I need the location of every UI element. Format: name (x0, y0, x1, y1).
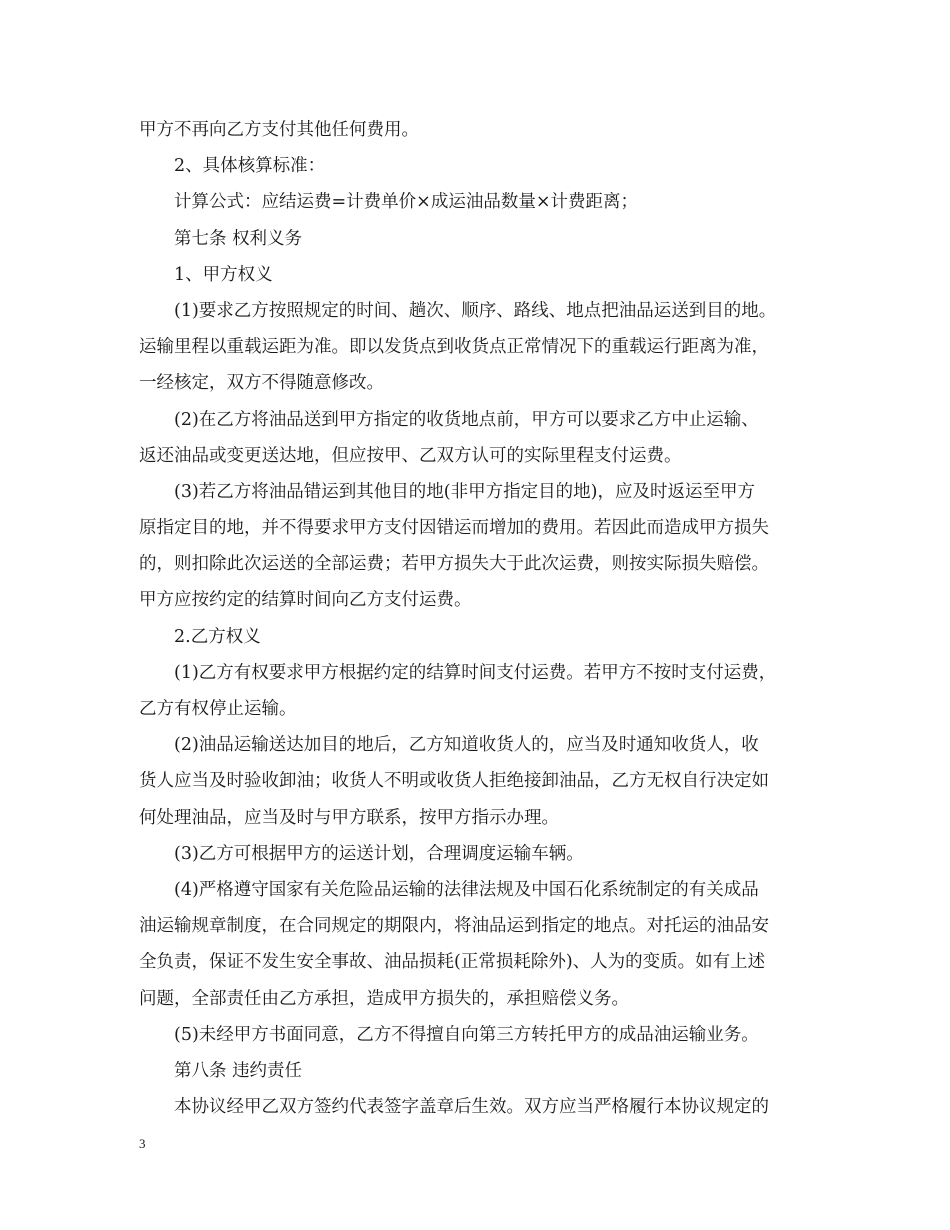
text-line: 2、具体核算标准： (174, 156, 326, 177)
section-heading: 第八条 违约责任 (174, 1060, 303, 1081)
body-text (139, 112, 819, 1125)
text-line: (5)未经甲方书面同意，乙方不得擅自向第三方转托甲方的成品油运输业务。 (174, 1024, 759, 1045)
text-line: 问题，全部责任由乙方承担，造成甲方损失的，承担赔偿义务。 (139, 988, 629, 1009)
text-line: 本协议经甲乙双方签约代表签字盖章后生效。双方应当严格履行本协议规定的 (174, 1097, 769, 1118)
text-line: (1)乙方有权要求甲方根据约定的结算时间支付运费。若甲方不按时支付运费， (174, 662, 777, 683)
text-line: 原指定目的地，并不得要求甲方支付因错运而增加的费用。若因此而造成甲方损失 (139, 518, 769, 539)
text-line: 计算公式：应结运费=计费单价×成运油品数量×计费距离； (174, 192, 638, 213)
text-line: 返还油品或变更送达地，但应按甲、乙双方认可的实际里程支付运费。 (139, 445, 682, 466)
text-line: (1)要求乙方按照规定的时间、趟次、顺序、路线、地点把油品运送到目的地。 (174, 300, 777, 321)
text-line: 全负责，保证不发生安全事故、油品损耗(正常损耗除外)、人为的变质。如有上述 (139, 952, 766, 973)
subsection-heading: 2.乙方权义 (174, 626, 261, 647)
text-line: 乙方有权停止运输。 (139, 699, 297, 719)
text-line: 一经核定，双方不得随意修改。 (139, 373, 384, 394)
text-line: 何处理油品，应当及时与甲方联系，按甲方指示办理。 (139, 807, 559, 828)
text-line: 甲方不再向乙方支付其他任何费用。 (139, 120, 419, 140)
text-line: 的，则扣除此次运送的全部运费；若甲方损失大于此次运费，则按实际损失赔偿。 (139, 554, 769, 575)
text-line: (3)若乙方将油品错运到其他目的地(非甲方指定目的地)，应及时返运至甲方 (174, 481, 755, 502)
page-number: 3 (139, 1136, 146, 1151)
subsection-heading: 1、甲方权义 (174, 264, 273, 285)
text-line: 甲方应按约定的结算时间向乙方支付运费。 (139, 590, 472, 611)
text-line: 油运输规章制度，在合同规定的期限内，将油品运到指定的地点。对托运的油品安 (139, 916, 769, 937)
text-line: 货人应当及时验收卸油；收货人不明或收货人拒绝接卸油品，乙方无权自行决定如 (139, 771, 769, 792)
text-line: (3)乙方可根据甲方的运送计划，合理调度运输车辆。 (174, 843, 584, 864)
text-line: (2)油品运输送达加目的地后，乙方知道收货人的，应当及时通知收货人，收 (174, 735, 759, 756)
section-heading: 第七条 权利义务 (174, 228, 303, 249)
text-line: (2)在乙方将油品送到甲方指定的收货地点前，甲方可以要求乙方中止运输、 (174, 409, 759, 430)
text-line: (4)严格遵守国家有关危险品运输的法律法规及中国石化系统制定的有关成品 (174, 879, 759, 900)
text-line: 运输里程以重载运距为准。即以发货点到收货点正常情况下的重载运行距离为准， (139, 337, 769, 358)
